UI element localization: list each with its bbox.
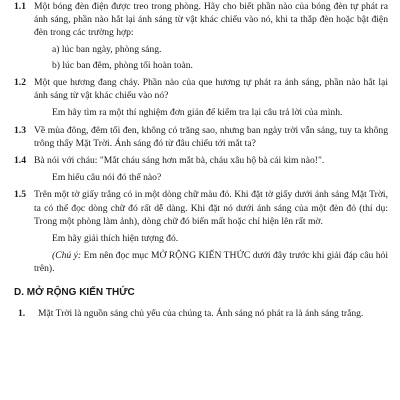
exercise-extra: Em hãy giải thích hiện tượng đó.: [52, 233, 179, 245]
exercise-number: 1.4: [14, 155, 26, 167]
exercise-note: [34, 249, 388, 275]
note-text: Em nên đọc mục MỞ RỘNG KIẾN THỨC dưới đây trước khi giải đáp câu hỏi trên).: [34, 250, 388, 275]
exercise-extra: Em hãy tìm ra một thí nghiệm đơn giản để kiểm tra lại câu trả lời của mình.: [52, 107, 343, 119]
section-d-item-number: 1.: [18, 307, 26, 319]
exercise-1-4: [14, 154, 388, 184]
exercise-option-a: a) lúc ban ngày, phòng sáng.: [52, 43, 162, 55]
exercise-number: 1.3: [14, 124, 26, 136]
section-d-title: D. MỞ RỘNG KIẾN THỨC: [14, 286, 135, 298]
exercise-option-b: b) lúc ban đêm, phòng tối hoàn toàn.: [52, 59, 193, 71]
exercise-text: Một que hương đang cháy. Phần nào của que hương tự phát ra ánh sáng, phần nào hắt lại ánh sáng từ vật khác chiếu vào nó?: [34, 77, 388, 102]
exercise-1-3: [14, 124, 388, 150]
section-d-item-1: [14, 307, 388, 320]
exercise-number: 1.5: [14, 189, 26, 201]
exercise-text: Trên một tờ giấy trắng có in một dòng chữ màu đỏ. Khi đặt tờ giấy dưới ánh sáng Mặt Trời, ta có thể đọc dòng chữ đó rất dễ dàng. Khi đặt nó dưới ánh sáng của một đèn đỏ (thí dụ: Trong một phòng làm ảnh), dòng chữ đó biến mất hoặc chỉ hiện lên rất mờ.: [34, 189, 388, 227]
exercise-1-2: [14, 76, 388, 120]
exercise-number: 1.1: [14, 1, 26, 12]
note-label: (Chú ý:: [52, 250, 82, 262]
exercise-number: 1.2: [14, 77, 26, 89]
exercise-text: Bà nói với cháu: "Mắt cháu sáng hơn mắt bà, cháu xâu hộ bà cái kim nào!".: [34, 155, 325, 167]
exercise-1-5: [14, 188, 388, 275]
exercise-text: Về mùa đông, đêm tối đen, không có trăng sao, nhưng ban ngày trời vẫn sáng, tuy ta không trông thấy Mặt Trời. Ánh sáng đó từ đâu chiếu tới mắt ta?: [34, 124, 388, 149]
exercise-extra: Em hiểu câu nói đó thế nào?: [52, 172, 162, 184]
exercise-1-1: [14, 0, 388, 72]
section-d-item-text: Mặt Trời là nguồn sáng chủ yếu của chúng ta. Ánh sáng nó phát ra là ánh sáng trắng.: [38, 307, 364, 319]
exercise-text: Một bóng đèn điện được treo trong phòng. Hãy cho biết phần nào của bóng đèn tự phát ra ánh sáng, phần nào hắt lại ánh sáng từ vật khác chiếu vào nó, khi ta thắp đèn hoặc bật điện đèn trong các trường hợp:: [34, 1, 388, 39]
